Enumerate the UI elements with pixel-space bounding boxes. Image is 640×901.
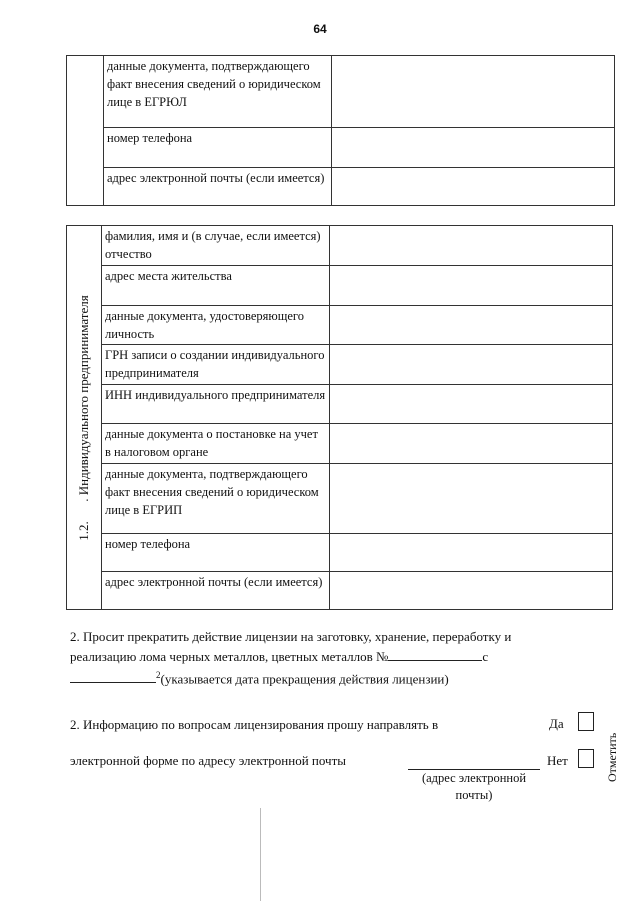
row-label-phone: номер телефона xyxy=(104,128,332,168)
termination-date-field[interactable] xyxy=(70,670,156,683)
scan-fold-line xyxy=(260,808,261,901)
side-column xyxy=(67,56,104,206)
termination-line-3 xyxy=(70,665,449,689)
yes-label: Да xyxy=(549,716,564,731)
row-value-phone[interactable] xyxy=(332,128,615,168)
ip-row-label-tax-registration: данные документа о постановке на учет в налоговом органе xyxy=(102,424,330,463)
email-address-caption: (адрес электронной почты) xyxy=(421,771,527,802)
ip-row-value-grn[interactable] xyxy=(330,345,613,385)
ip-row-value-inn[interactable] xyxy=(330,385,613,424)
ip-row-label-email: адрес электронной почты (если имеется) xyxy=(102,571,330,609)
termination-date-caption: (указывается дата прекращения действия лицензии) xyxy=(160,671,449,687)
legal-entity-table xyxy=(66,55,615,206)
ip-section-side xyxy=(67,226,102,610)
termination-line-2-suffix: с xyxy=(482,649,489,664)
row-value-egrul-document[interactable] xyxy=(332,56,615,128)
ip-row-label-phone: номер телефона xyxy=(102,533,330,571)
termination-line-2 xyxy=(70,646,488,667)
ip-row-label-inn: ИНН индивидуального предпринимателя xyxy=(102,385,330,424)
row-label-email: адрес электронной почты (если имеется) xyxy=(104,168,332,206)
ip-row-value-egrip-document[interactable] xyxy=(330,463,613,533)
license-number-field[interactable] xyxy=(388,648,482,661)
info-line-1: 2. Информацию по вопросам лицензирования прошу направлять в xyxy=(70,717,439,732)
termination-line-1: 2. Просит прекратить действие лицензии на заготовку, хранение, переработку и xyxy=(70,629,512,644)
ip-section-title: . Индивидуального предпринимателя xyxy=(76,294,91,502)
ip-section-label xyxy=(76,295,92,540)
ip-row-value-phone[interactable] xyxy=(330,533,613,571)
yes-checkbox[interactable] xyxy=(578,712,594,731)
ip-row-label-full-name: фамилия, имя и (в случае, если имеется) отчество xyxy=(102,226,330,266)
ip-row-label-grn: ГРН записи о создании индивидуального предпринимателя xyxy=(102,345,330,385)
ip-table xyxy=(66,225,613,610)
footnote-mark: 2 xyxy=(156,670,161,680)
no-checkbox[interactable] xyxy=(578,749,594,768)
ip-row-value-full-name[interactable] xyxy=(330,226,613,266)
ip-row-label-address: адрес места жительства xyxy=(102,266,330,306)
mark-label: Отметить xyxy=(605,732,619,782)
ip-row-label-identity-document: данные документа, удостоверяющего личность xyxy=(102,306,330,345)
ip-row-value-tax-registration[interactable] xyxy=(330,424,613,463)
ip-row-value-identity-document[interactable] xyxy=(330,306,613,345)
row-label-egrul-document: данные документа, подтверждающего факт внесения сведений о юридическом лице в ЕГРЮЛ xyxy=(104,56,332,128)
no-label: Нет xyxy=(547,753,568,768)
row-value-email[interactable] xyxy=(332,168,615,206)
ip-section-number: 1.2. xyxy=(76,520,91,541)
info-line-2: электронной форме по адресу электронной почты xyxy=(70,753,346,768)
ip-row-value-email[interactable] xyxy=(330,571,613,609)
termination-line-2-text: реализацию лома черных металлов, цветных металлов № xyxy=(70,649,389,664)
page-number: 64 xyxy=(313,22,327,36)
ip-row-label-egrip-document: данные документа, подтверждающего факт внесения сведений о юридическом лице в ЕГРИП xyxy=(102,463,330,533)
ip-row-value-address[interactable] xyxy=(330,266,613,306)
